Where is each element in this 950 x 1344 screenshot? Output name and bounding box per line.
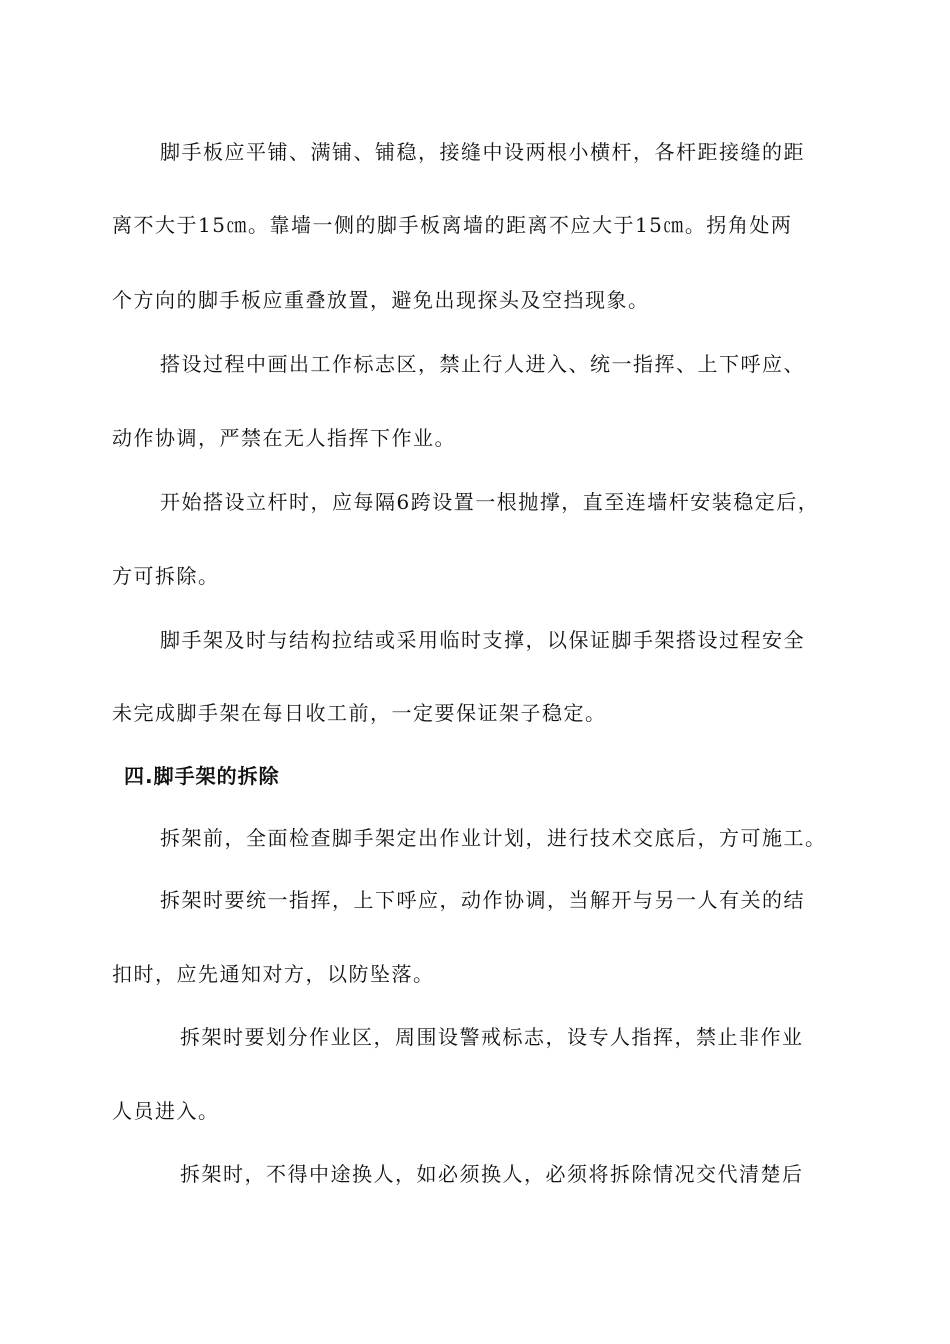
paragraph-line: 扣时，应先通知对方，以防坠落。 [112, 962, 435, 986]
paragraph-line: 拆架时要划分作业区，周围设警戒标志，设专人指挥，禁止非作业 [180, 1025, 804, 1049]
paragraph-line: 拆架时，不得中途换人，如必须换人，必须将拆除情况交代清楚后 [180, 1162, 804, 1186]
paragraph-line: 开始搭设立杆时，应每隔6跨设置一根抛撑，直至连墙杆安装稳定后， [160, 490, 820, 514]
paragraph-line: 离不大于15㎝。靠墙一侧的脚手板离墙的距离不应大于15㎝。拐角处两 [112, 213, 793, 237]
paragraph-line: 脚手架及时与结构拉结或采用临时支撑，以保证脚手架搭设过程安全 [160, 628, 805, 652]
paragraph-line: 个方向的脚手板应重叠放置，避免出现探头及空挡现象。 [112, 288, 650, 312]
paragraph-line: 脚手板应平铺、满铺、铺稳，接缝中设两根小横杆，各杆距接缝的距 [160, 140, 805, 164]
paragraph-line: 动作协调，严禁在无人指挥下作业。 [112, 426, 456, 450]
paragraph-line: 搭设过程中画出工作标志区，禁止行人进入、统一指挥、上下呼应、 [160, 352, 805, 376]
section-heading: 四.脚手架的拆除 [124, 764, 280, 788]
paragraph-line: 未完成脚手架在每日收工前，一定要保证架子稳定。 [112, 701, 607, 725]
paragraph-line: 拆架时要统一指挥，上下呼应，动作协调，当解开与另一人有关的结 [160, 888, 805, 912]
paragraph-line: 拆架前，全面检查脚手架定出作业计划，进行技术交底后，方可施工。 [160, 826, 827, 850]
paragraph-line: 方可拆除。 [112, 564, 220, 588]
paragraph-line: 人员进入。 [112, 1099, 220, 1123]
